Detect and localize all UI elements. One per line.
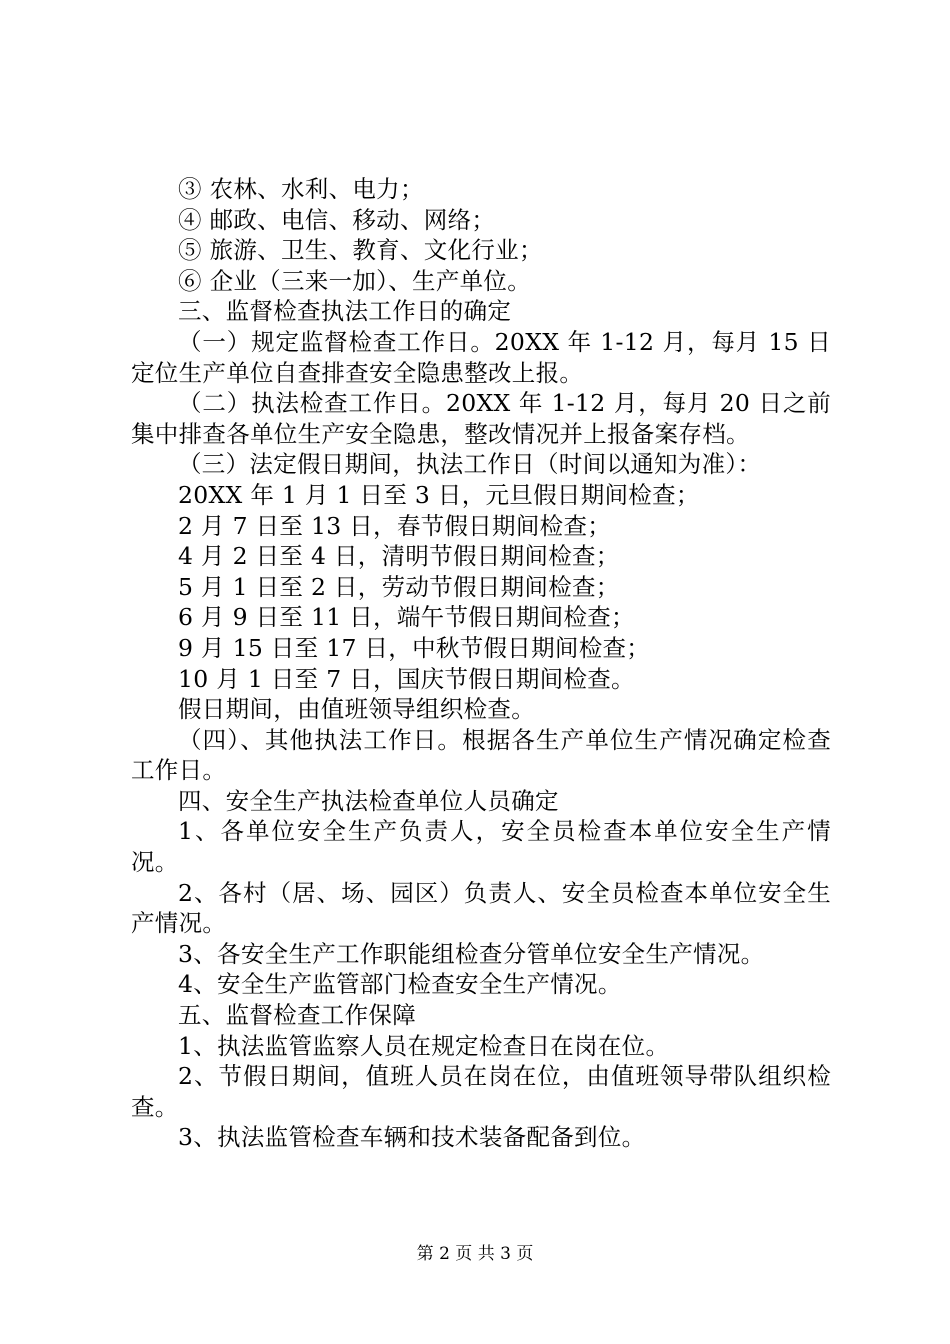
paragraph-enforcement-workday: （二）执法检查工作日。20XX 年 1-12 月，每月 20 日之前集中排查各单位生产安全隐患，整改情况并上报备案存档。	[131, 389, 831, 448]
holiday-qingming: 4 月 2 日至 4 日，清明节假日期间检查；	[178, 542, 620, 571]
section-heading-4: 四、安全生产执法检查单位人员确定	[178, 786, 559, 815]
page-number-footer: 第 2 页 共 3 页	[416, 1244, 534, 1264]
holiday-new-year: 20XX 年 1 月 1 日至 3 日，元旦假日期间检查；	[178, 480, 700, 509]
section-heading-3: 三、监督检查执法工作日的确定	[178, 297, 512, 326]
holiday-spring-festival: 2 月 7 日至 13 日，春节假日期间检查；	[178, 511, 612, 540]
list-item-enterprise: ⑥ 企业（三来一加）、生产单位。	[178, 266, 532, 295]
paragraph-personnel-3: 3、各安全生产工作职能组检查分管单位安全生产情况。	[178, 939, 765, 968]
list-item-postal: ④ 邮政、电信、移动、网络；	[178, 205, 496, 234]
paragraph-guarantee-3: 3、执法监管检查车辆和技术装备配备到位。	[178, 1123, 646, 1152]
list-item-tourism: ⑤ 旅游、卫生、教育、文化行业；	[178, 236, 543, 265]
paragraph-guarantee-1: 1、执法监管监察人员在规定检查日在岗在位。	[178, 1031, 670, 1060]
section-heading-5: 五、监督检查工作保障	[178, 1001, 416, 1030]
paragraph-personnel-2: 2、各村（居、场、园区）负责人、安全员检查本单位安全生产情况。	[131, 878, 831, 938]
paragraph-personnel-1: 1、各单位安全生产负责人，安全员检查本单位安全生产情况。	[131, 817, 831, 877]
list-item-agriculture: ③ 农林、水利、电力；	[178, 175, 424, 203]
paragraph-regular-workday: （一）规定监督检查工作日。20XX 年 1-12 月，每月 15 日定位生产单位自查排查安全隐患整改上报。	[131, 327, 831, 387]
paragraph-personnel-4: 4、安全生产监管部门检查安全生产情况。	[178, 970, 622, 999]
paragraph-holiday-duty: 假日期间，由值班领导组织检查。	[178, 695, 535, 724]
paragraph-other-workday: （四）、其他执法工作日。根据各生产单位生产情况确定检查工作日。	[131, 725, 831, 785]
holiday-mid-autumn: 9 月 15 日至 17 日，中秋节假日期间检查；	[178, 633, 651, 662]
document-body	[131, 174, 831, 1153]
paragraph-holiday-intro: （三）法定假日期间，执法工作日（时间以通知为准）：	[178, 450, 762, 479]
holiday-labor-day: 5 月 1 日至 2 日，劳动节假日期间检查；	[178, 572, 620, 601]
holiday-national-day: 10 月 1 日至 7 日，国庆节假日期间检查。	[178, 664, 635, 693]
holiday-dragon-boat: 6 月 9 日至 11 日，端午节假日期间检查；	[178, 603, 635, 632]
paragraph-guarantee-2: 2、节假日期间，值班人员在岗在位，由值班领导带队组织检查。	[131, 1062, 831, 1121]
